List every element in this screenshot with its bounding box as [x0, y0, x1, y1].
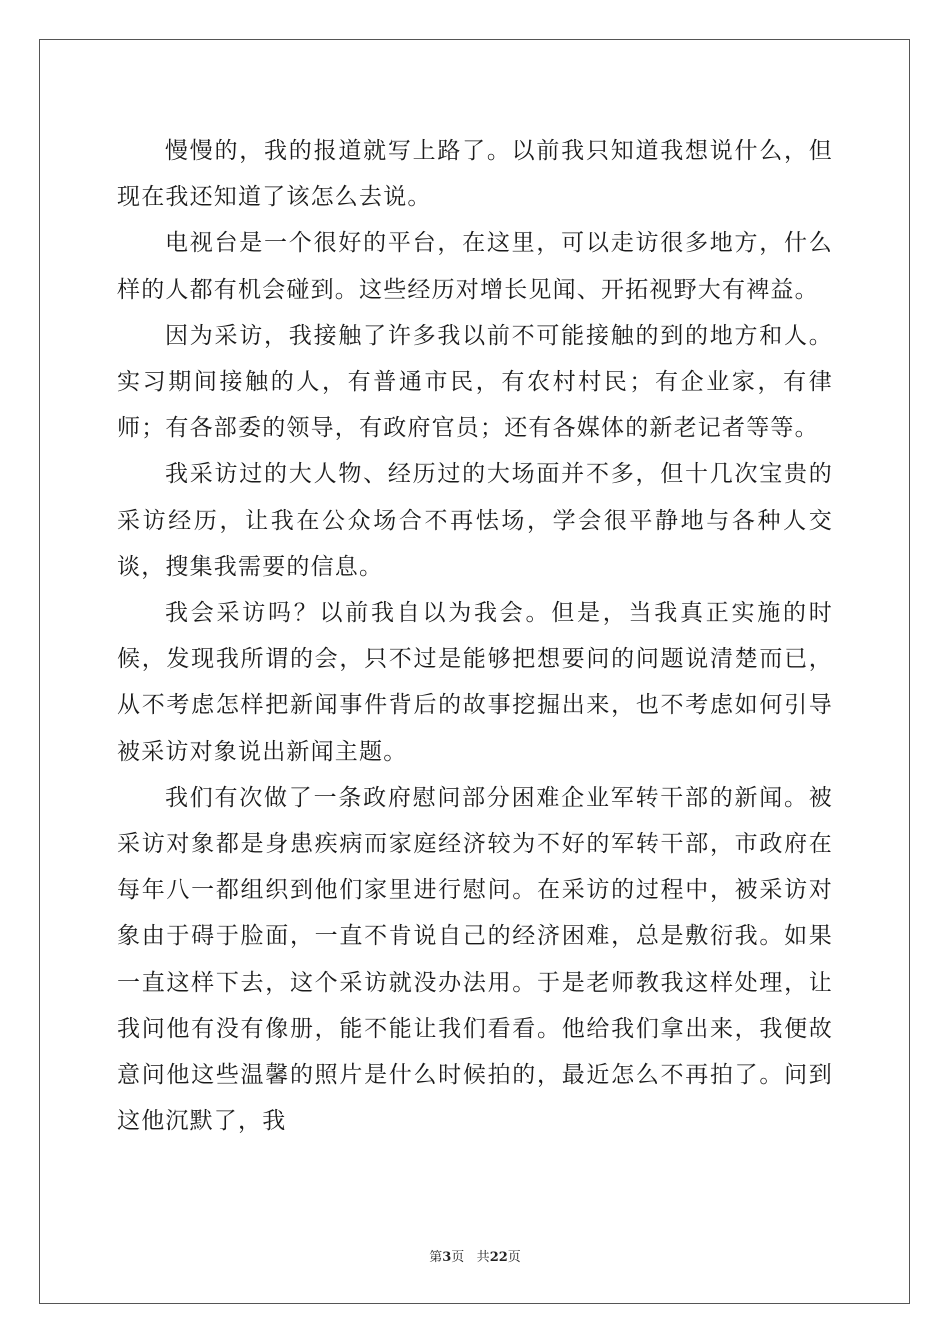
paragraph: 因为采访，我接触了许多我以前不可能接触的到的地方和人。实习期间接触的人，有普通市民，有农村村民；有企业家，有律师；有各部委的领导，有政府官员；还有各媒体的新老记者等等。 — [117, 322, 833, 442]
total-label-prefix: 共 — [476, 1250, 490, 1265]
paragraph: 慢慢的，我的报道就写上路了。以前我只知道我想说什么，但现在我还知道了该怎么去说。 — [117, 138, 833, 211]
paragraph: 电视台是一个很好的平台，在这里，可以走访很多地方，什么样的人都有机会碰到。这些经历对增长见闻、开拓视野大有裨益。 — [117, 230, 833, 303]
page-label-suffix: 页 — [451, 1250, 465, 1265]
paragraph: 我们有次做了一条政府慰问部分困难企业军转干部的新闻。被采访对象都是身患疾病而家庭经济较为不好的军转干部，市政府在每年八一都组织到他们家里进行慰问。在采访的过程中，被采访对象由于碍于脸面，一直不肯说自己的经济困难，总是敷衍我。如果一直这样下去，这个采访就没办法用。于是老师教我这样处理，让我问他有没有像册，能不能让我们看看。他给我们拿出来，我便故意问他这些温馨的照片是什么时候拍的，最近怎么不再拍了。问到这他沉默了，我 — [117, 784, 833, 1135]
page-number: 3 — [442, 1250, 452, 1265]
total-label-suffix: 页 — [507, 1250, 521, 1265]
total-pages: 22 — [489, 1250, 508, 1265]
document-body — [117, 128, 833, 1144]
paragraph: 我采访过的大人物、经历过的大场面并不多，但十几次宝贵的采访经历，让我在公众场合不再怯场，学会很平静地与各种人交谈，搜集我需要的信息。 — [117, 461, 833, 580]
paragraph: 我会采访吗？以前我自以为我会。但是，当我真正实施的时候，发现我所谓的会，只不过是能够把想要问的问题说清楚而已，从不考虑怎样把新闻事件背后的故事挖掘出来，也不考虑如何引导被采访对象说出新闻主题。 — [117, 600, 833, 765]
page-label-prefix: 第 — [429, 1250, 443, 1265]
page-footer — [0, 1246, 950, 1265]
